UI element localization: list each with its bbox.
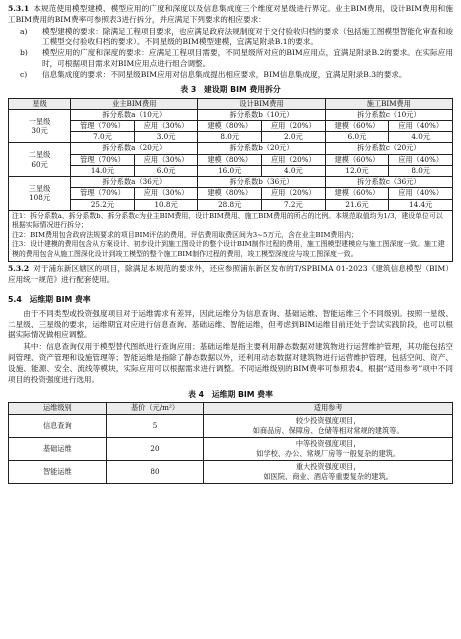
table-row: [9, 154, 453, 165]
base-cell: 5: [106, 414, 204, 437]
ref-line: 如商品房、保障房、仓储等相对常规的建筑等。: [252, 425, 404, 435]
list-marker: a): [20, 26, 28, 36]
ref-cell: [204, 414, 453, 437]
value-cell: 10.8元: [134, 199, 198, 210]
value-cell: 25.2元: [71, 199, 135, 210]
value-cell: 4.0元: [262, 165, 326, 176]
value-cell: 4.0元: [389, 132, 453, 143]
clause-number: 5.3.2: [8, 264, 30, 274]
value-cell: 21.6元: [325, 199, 389, 210]
section-5-4-paragraph-2: 其中：信息查询仅用于模型替代图纸进行查询应用；基础运维是指主要利用静态数据对建筑物进行运营维护管理，其功能包括空间管理、资产管理和设施管理等；智能运维是指除了静态数据以外，还利用动态数据对建筑物进行运营维护管理，包括空间、资产、设施、能源、安全、流线等模块，实际应用可以根据需求进行调整。不同运维级别的BIM费率可参照表4。根据“适用参考”项中不同项目的投资强度进行选用。: [8, 342, 453, 384]
star-cell: [9, 109, 71, 143]
ref-line: 如医院、商业、酒店等重要复杂的建筑。: [263, 471, 393, 481]
table-row: [9, 177, 453, 188]
table-header-row: [9, 403, 453, 414]
label-cell: 应用（30%）: [134, 154, 198, 165]
label-cell: 建模（60%）: [325, 120, 389, 131]
coef-cell: 拆分系数b（36元）: [198, 177, 325, 188]
table-note: 注3：设计建模的费用包含从方案设计、初步设计到施工图设计的整个设计BIM制作过程的费用，施工图模型建模应与施工图深度一致。施工建模的费用包含从施工图深化设计到竣工模型的整个施工BIM制作过程的费用，竣工模型深度应与竣工图深度一致。: [12, 240, 445, 258]
header-base: 基价（元/m²）: [106, 403, 204, 414]
star-level: 二星级: [28, 150, 51, 160]
coef-cell: 拆分系数b（20元）: [198, 143, 325, 154]
value-cell: 12.0元: [325, 165, 389, 176]
coef-cell: 拆分系数a（10元）: [71, 109, 198, 120]
ref-line: 中等投资强度项目，: [295, 439, 361, 449]
label-cell: 应用（20%）: [262, 188, 326, 199]
star-cell: [9, 143, 71, 177]
list-marker: c): [20, 69, 28, 79]
section-5-4-heading: 5.4 运维期 BIM 费率: [8, 294, 91, 304]
label-cell: 应用（40%）: [389, 188, 453, 199]
table-row: [9, 460, 453, 483]
header-construction: 施工BIM费用: [325, 98, 452, 109]
table-row: [9, 414, 453, 437]
list-text: 模型应用的广度和深度的要求：应满足工程项目需要，不同星级所对应的BIM应用点，宜满足附录B.2的要求。在实际应用时，可根据项目需求对BIM应用点进行组合调整。: [42, 48, 453, 68]
table-row: [9, 109, 453, 120]
label-cell: 管理（70%）: [71, 154, 135, 165]
label-cell: 管理（70%）: [71, 120, 135, 131]
label-cell: 应用（20%）: [262, 154, 326, 165]
table-row: [9, 199, 453, 210]
label-cell: 应用（30%）: [134, 120, 198, 131]
label-cell: 应用（40%）: [389, 120, 453, 131]
label-cell: 应用（30%）: [134, 188, 198, 199]
table-header-row: [9, 98, 453, 109]
table-row: [9, 132, 453, 143]
value-cell: 14.0元: [71, 165, 135, 176]
value-cell: 28.8元: [198, 199, 262, 210]
value-cell: 3.0元: [134, 132, 198, 143]
label-cell: 建模（80%）: [198, 188, 262, 199]
base-cell: 20: [106, 437, 204, 460]
coef-cell: 拆分系数c（36元）: [325, 177, 452, 188]
table-4: [8, 402, 453, 483]
level-cell: 信息查询: [9, 414, 107, 437]
list-text: 模型建模的要求：除满足工程项目要求，也应满足政府法规制度对于交付验收归档的要求（包括施工图模型智能化审查和竣工模型交付验收归档的要求）。不同星级的BIM模型建模，宜满足附录B.1的要求。: [42, 26, 453, 47]
level-cell: 基础运维: [9, 437, 107, 460]
star-cell: [9, 177, 71, 211]
table-note: 注1：拆分系数a、拆分系数b、拆分系数c为业主BIM费用、设计BIM费用、施工BIM费用的所占的比例。本规范取值均为1/3，建设单位可以根据实际情况进行拆分；: [12, 211, 443, 230]
level-cell: 智能运维: [9, 460, 107, 483]
header-design: 设计BIM费用: [198, 98, 325, 109]
table-row: [9, 165, 453, 176]
table-row: [9, 188, 453, 199]
star-level: 三星级: [28, 184, 51, 194]
table-row: [9, 143, 453, 154]
header-ref: 适用参考: [204, 403, 453, 414]
label-cell: 建模（60%）: [325, 154, 389, 165]
section-5-4-paragraph-1: 由于不同类型或投资强度项目对于运维需求有差异，因此运维分为信息查询、基础运维、智能运维三个不同级别。按照一星级、二星级、三星级的要求，运维期宜对应进行信息查询、基础运维、智能运维，但考虑到BIM运维目前还处于尝试实践阶段，也可以根据实际情况做相应调整。: [8, 308, 453, 340]
ref-cell: [204, 460, 453, 483]
section-5-3-2: [8, 264, 453, 286]
ref-line: 重大投资强度项目，: [295, 462, 361, 472]
base-cell: 80: [106, 460, 204, 483]
clause-number: 5.3.1: [8, 4, 30, 13]
value-cell: 7.2元: [262, 199, 326, 210]
value-cell: 8.0元: [389, 165, 453, 176]
label-cell: 建模（80%）: [198, 154, 262, 165]
value-cell: 16.0元: [198, 165, 262, 176]
value-cell: 8.0元: [198, 132, 262, 143]
header-star: 星级: [9, 98, 71, 109]
table-row: [9, 437, 453, 460]
label-cell: 管理（70%）: [71, 188, 135, 199]
header-owner: 业主BIM费用: [71, 98, 198, 109]
header-level: 运维级别: [9, 403, 107, 414]
star-price: 30元: [31, 126, 48, 136]
table-3-caption: 表 3 建设期 BIM 费用拆分: [180, 85, 281, 95]
section-5-3-1: [8, 4, 453, 26]
coef-cell: 拆分系数b（10元）: [198, 109, 325, 120]
list-item-c: [20, 70, 453, 81]
value-cell: 6.0元: [134, 165, 198, 176]
ref-cell: [204, 437, 453, 460]
ref-line: 较少投资强度项目，: [295, 416, 361, 426]
list-item-b: [20, 48, 453, 70]
table-note: 注2：BIM费用包含政府法规要求的项目BIM评估的费用，评估费用取费区间为3~5万元，含在业主BIM费用内；: [12, 230, 358, 239]
coef-cell: 拆分系数c（10元）: [325, 109, 452, 120]
table-4-caption: 表 4 运维期 BIM 费率: [188, 390, 273, 400]
clause-text: 本规范使用模型建模、模型应用的广度和深度以及信息集成度三个维度对星级进行界定。业主BIM费用，设计BIM费用和施工BIM费用的BIM费率可参照表3进行拆分，并应满足下列要求的相应要求：: [8, 4, 453, 24]
list-item-a: [20, 27, 453, 49]
ref-line: 如学校、办公、常规厂房等一般复杂的建筑。: [256, 448, 401, 458]
coef-cell: 拆分系数a（20元）: [71, 143, 198, 154]
coef-cell: 拆分系数c（20元）: [325, 143, 452, 154]
star-level: 一星级: [28, 116, 51, 126]
label-cell: 应用（40%）: [389, 154, 453, 165]
star-price: 60元: [31, 159, 48, 169]
table-row: [9, 120, 453, 131]
list-text: 信息集成度的要求：不同星级BIM应用对信息集成提出相应要求，BIM信息集成度，宜满足附录B.3的要求。: [42, 69, 407, 79]
value-cell: 7.0元: [71, 132, 135, 143]
clause-text: 对于浦东新区辖区的项目，除满足本规范的要求外，还应参照浦东新区发布的T/SPBIMA 01-2023《建筑信息模型（BIM）应用统一规范》进行配套使用。: [8, 264, 453, 285]
star-price: 108元: [29, 193, 51, 203]
coef-cell: 拆分系数a（36元）: [71, 177, 198, 188]
value-cell: 6.0元: [325, 132, 389, 143]
table-3-notes: [8, 211, 453, 263]
table-3: [8, 98, 453, 211]
label-cell: 建模（60%）: [325, 188, 389, 199]
label-cell: 应用（20%）: [262, 120, 326, 131]
value-cell: 2.0元: [262, 132, 326, 143]
label-cell: 建模（80%）: [198, 120, 262, 131]
list-marker: b): [20, 48, 28, 58]
value-cell: 14.4元: [389, 199, 453, 210]
